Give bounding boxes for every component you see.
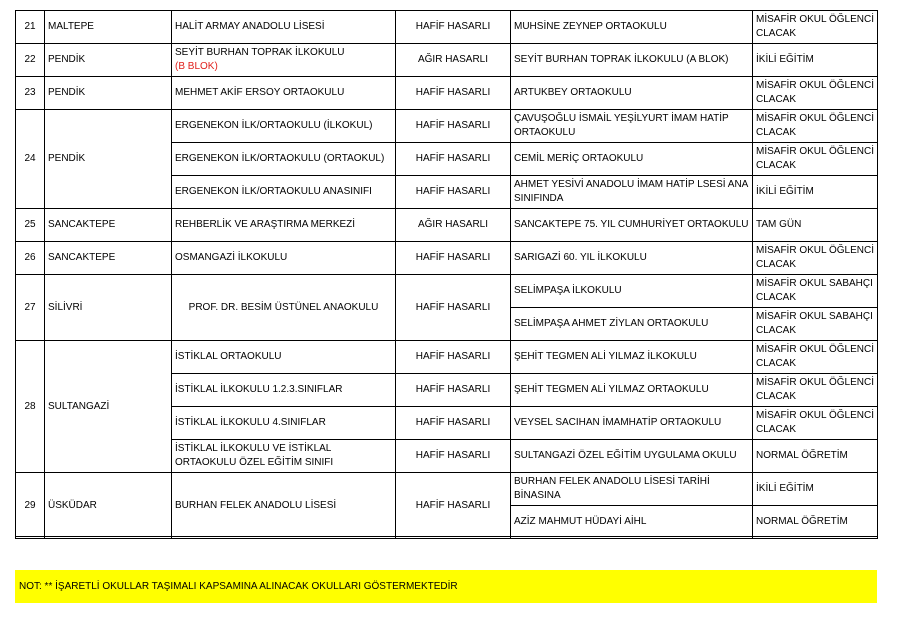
row-number: 24: [16, 110, 45, 209]
schools-table: [15, 10, 878, 539]
table-row: [16, 341, 878, 374]
table-row: [16, 110, 878, 143]
target-school-cell: ŞEHİT TEGMEN ALİ YILMAZ İLKOKULU: [511, 341, 753, 374]
school-cell: İSTİKLAL İLKOKULU VE İSTİKLAL ORTAOKULU ÖZEL EĞİTİM SINIFI: [172, 440, 396, 473]
school-cell: İSTİKLAL İLKOKULU 4.SINIFLAR: [172, 407, 396, 440]
target-school-cell: ŞEHİT TEGMEN ALİ YILMAZ ORTAOKULU: [511, 374, 753, 407]
damage-cell: HAFİF HASARLI: [396, 473, 511, 539]
table-row: [16, 44, 878, 77]
school-cell: ERGENEKON İLK/ORTAOKULU (ORTAOKUL): [172, 143, 396, 176]
district-cell: PENDİK: [45, 77, 172, 110]
school-name: SEYİT BURHAN TOPRAK İLKOKULU: [175, 47, 345, 58]
target-school-cell: MUHSİNE ZEYNEP ORTAOKULU: [511, 11, 753, 44]
row-number: 29: [16, 473, 45, 539]
education-mode-cell: MİSAFİR OKUL ÖĞLENCİ CLACAK: [753, 341, 878, 374]
education-mode-cell: MİSAFİR OKUL ÖĞLENCİ CLACAK: [753, 143, 878, 176]
damage-cell: HAFİF HASARLI: [396, 341, 511, 374]
target-school-cell: ÇAVUŞOĞLU İSMAİL YEŞİLYURT İMAM HATİP ORTAOKULU: [511, 110, 753, 143]
target-school-cell: AHMET YESİVİ ANADOLU İMAM HATİP LSESİ ANA SINIFINDA: [511, 176, 753, 209]
damage-cell: HAFİF HASARLI: [396, 77, 511, 110]
district-cell: SİLİVRİ: [45, 275, 172, 341]
row-number: 26: [16, 242, 45, 275]
education-mode-cell: İKİLİ EĞİTİM: [753, 473, 878, 506]
education-mode-cell: MİSAFİR OKUL ÖĞLENCİ CLACAK: [753, 407, 878, 440]
table-row: [16, 473, 878, 506]
damage-cell: HAFİF HASARLI: [396, 176, 511, 209]
damage-cell: HAFİF HASARLI: [396, 407, 511, 440]
education-mode-cell: MİSAFİR OKUL ÖĞLENCİ CLACAK: [753, 110, 878, 143]
table-row: [16, 209, 878, 242]
table-row: [16, 77, 878, 110]
education-mode-cell: NORMAL ÖĞRETİM: [753, 440, 878, 473]
target-school-cell: SARIGAZİ 60. YIL İLKOKULU: [511, 242, 753, 275]
education-mode-cell: MİSAFİR OKUL ÖĞLENCİ CLACAK: [753, 77, 878, 110]
target-school-cell: VEYSEL SACIHAN İMAMHATİP ORTAOKULU: [511, 407, 753, 440]
school-cell: HALİT ARMAY ANADOLU LİSESİ: [172, 11, 396, 44]
damage-cell: HAFİF HASARLI: [396, 11, 511, 44]
district-cell: SANCAKTEPE: [45, 242, 172, 275]
school-block-note: (B BLOK): [175, 61, 218, 72]
school-cell: MEHMET AKİF ERSOY ORTAOKULU: [172, 77, 396, 110]
table-row: [16, 242, 878, 275]
school-cell: İSTİKLAL ORTAOKULU: [172, 341, 396, 374]
school-cell: REHBERLİK VE ARAŞTIRMA MERKEZİ: [172, 209, 396, 242]
education-mode-cell: MİSAFİR OKUL SABAHÇI CLACAK: [753, 275, 878, 308]
target-school-cell: SULTANGAZİ ÖZEL EĞİTİM UYGULAMA OKULU: [511, 440, 753, 473]
education-mode-cell: MİSAFİR OKUL ÖĞLENCİ CLACAK: [753, 374, 878, 407]
education-mode-cell: NORMAL ÖĞRETİM: [753, 506, 878, 539]
target-school-cell: SANCAKTEPE 75. YIL CUMHURİYET ORTAOKULU: [511, 209, 753, 242]
target-school-cell: SEYİT BURHAN TOPRAK İLKOKULU (A BLOK): [511, 44, 753, 77]
row-number: 27: [16, 275, 45, 341]
damage-cell: HAFİF HASARLI: [396, 440, 511, 473]
education-mode-cell: İKİLİ EĞİTİM: [753, 176, 878, 209]
damage-cell: HAFİF HASARLI: [396, 275, 511, 341]
target-school-cell: BURHAN FELEK ANADOLU LİSESİ TARİHİ BİNASINA: [511, 473, 753, 506]
education-mode-cell: İKİLİ EĞİTİM: [753, 44, 878, 77]
separator-line: [15, 536, 877, 537]
education-mode-cell: MİSAFİR OKUL ÖĞLENCİ CLACAK: [753, 11, 878, 44]
district-cell: SANCAKTEPE: [45, 209, 172, 242]
table-row: [16, 275, 878, 308]
education-mode-cell: TAM GÜN: [753, 209, 878, 242]
district-cell: PENDİK: [45, 110, 172, 209]
row-number: 23: [16, 77, 45, 110]
school-cell: ERGENEKON İLK/ORTAOKULU (İLKOKUL): [172, 110, 396, 143]
table-row: [16, 11, 878, 44]
education-mode-cell: MİSAFİR OKUL ÖĞLENCİ CLACAK: [753, 242, 878, 275]
target-school-cell: AZİZ MAHMUT HÜDAYİ AİHL: [511, 506, 753, 539]
footer-note: NOT: ** İŞARETLİ OKULLAR TAŞIMALI KAPSAMINA ALINACAK OKULLARI GÖSTERMEKTEDİR: [15, 570, 877, 603]
district-cell: SULTANGAZİ: [45, 341, 172, 473]
target-school-cell: SELİMPAŞA İLKOKULU: [511, 275, 753, 308]
school-cell: PROF. DR. BESİM ÜSTÜNEL ANAOKULU: [172, 275, 396, 341]
damage-cell: AĞIR HASARLI: [396, 44, 511, 77]
damage-cell: HAFİF HASARLI: [396, 374, 511, 407]
target-school-cell: ARTUKBEY ORTAOKULU: [511, 77, 753, 110]
damage-cell: HAFİF HASARLI: [396, 110, 511, 143]
row-number: 21: [16, 11, 45, 44]
school-cell: OSMANGAZİ İLKOKULU: [172, 242, 396, 275]
district-cell: MALTEPE: [45, 11, 172, 44]
district-cell: ÜSKÜDAR: [45, 473, 172, 539]
school-cell: [172, 44, 396, 77]
target-school-cell: SELİMPAŞA AHMET ZİYLAN ORTAOKULU: [511, 308, 753, 341]
damage-cell: AĞIR HASARLI: [396, 209, 511, 242]
damage-cell: HAFİF HASARLI: [396, 242, 511, 275]
school-cell: ERGENEKON İLK/ORTAOKULU ANASINIFI: [172, 176, 396, 209]
row-number: 25: [16, 209, 45, 242]
row-number: 28: [16, 341, 45, 473]
district-cell: PENDİK: [45, 44, 172, 77]
school-cell: İSTİKLAL İLKOKULU 1.2.3.SINIFLAR: [172, 374, 396, 407]
education-mode-cell: MİSAFİR OKUL SABAHÇI CLACAK: [753, 308, 878, 341]
school-cell: BURHAN FELEK ANADOLU LİSESİ: [172, 473, 396, 539]
target-school-cell: CEMİL MERİÇ ORTAOKULU: [511, 143, 753, 176]
damage-cell: HAFİF HASARLI: [396, 143, 511, 176]
row-number: 22: [16, 44, 45, 77]
